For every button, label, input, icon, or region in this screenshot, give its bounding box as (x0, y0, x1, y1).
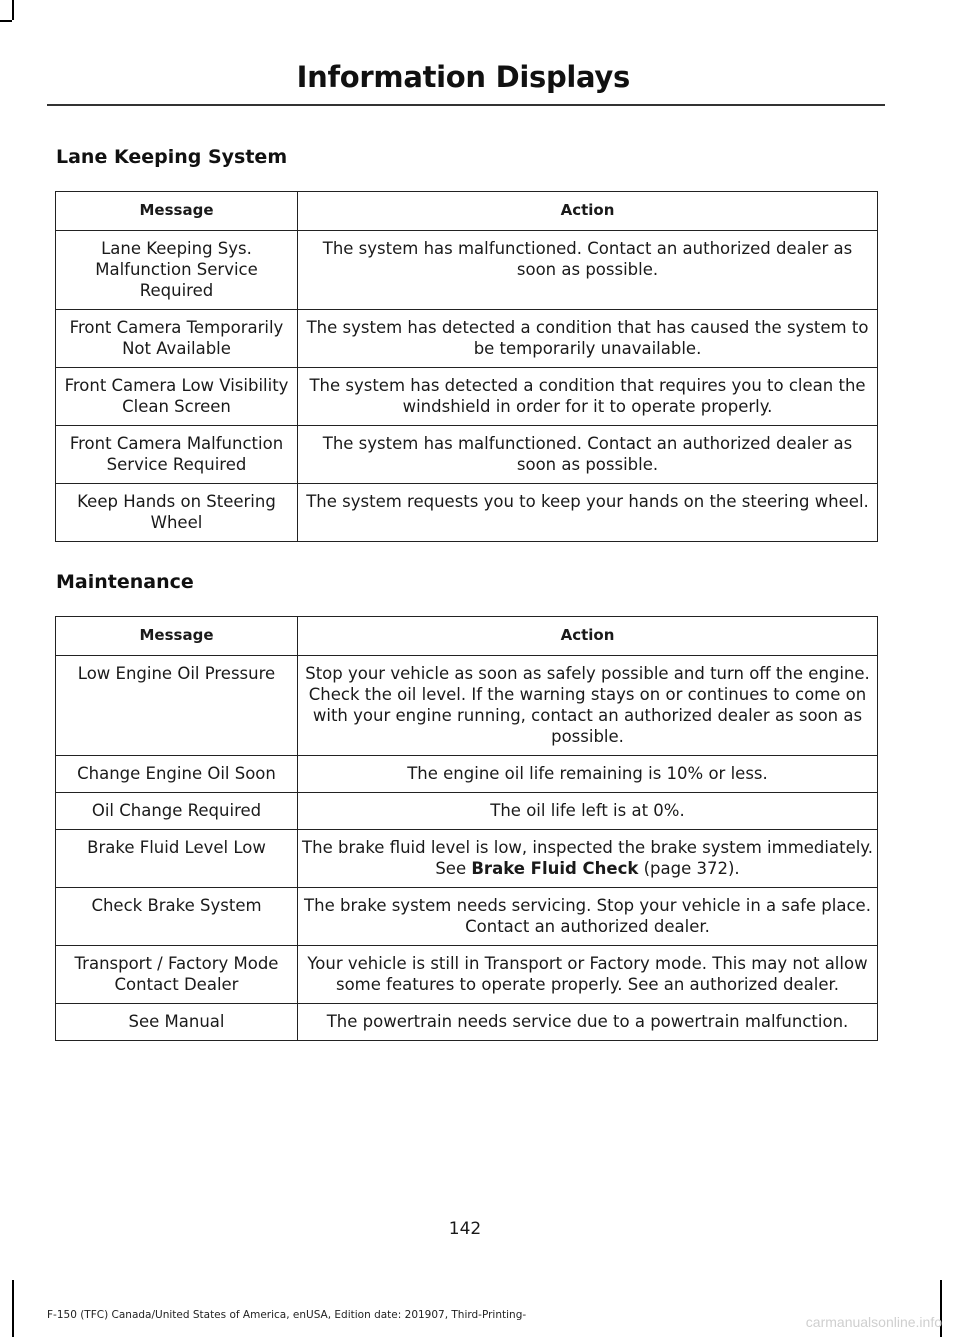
column-header-action: Action (298, 617, 878, 656)
table-row (56, 310, 878, 368)
table-header-row (56, 617, 878, 656)
page-reference: (page 372). (638, 859, 740, 878)
message-cell: See Manual (56, 1004, 298, 1041)
action-cell: Stop your vehicle as soon as safely possible and turn off the engine. Check the oil level. If the warning stays on or continues to come on with your engine running, contact an authorized dealer as soon as possible. (298, 656, 878, 756)
table-row (56, 426, 878, 484)
message-cell: Keep Hands on Steering Wheel (56, 484, 298, 542)
message-cell: Front Camera Low Visibility Clean Screen (56, 368, 298, 426)
action-cell: The system has detected a condition that has caused the system to be temporarily unavailable. (298, 310, 878, 368)
action-text: The brake fluid level is low, inspected the brake system immediately. See (302, 838, 873, 878)
column-header-message: Message (56, 192, 298, 231)
message-cell: Change Engine Oil Soon (56, 756, 298, 793)
message-cell: Brake Fluid Level Low (56, 830, 298, 888)
table-header-row (56, 192, 878, 231)
page-header-title: Information Displays (296, 60, 630, 94)
action-cell: The system requests you to keep your hands on the steering wheel. (298, 484, 878, 542)
action-cell: The system has malfunctioned. Contact an authorized dealer as soon as possible. (298, 231, 878, 310)
section-title-maintenance: Maintenance (56, 571, 194, 593)
header-divider (47, 104, 885, 106)
cross-reference-link[interactable]: Brake Fluid Check (471, 859, 639, 878)
message-cell: Front Camera Temporarily Not Available (56, 310, 298, 368)
action-cell: The engine oil life remaining is 10% or less. (298, 756, 878, 793)
message-cell: Check Brake System (56, 888, 298, 946)
action-cell: The system has malfunctioned. Contact an authorized dealer as soon as possible. (298, 426, 878, 484)
column-header-message: Message (56, 617, 298, 656)
message-cell: Lane Keeping Sys. Malfunction Service Required (56, 231, 298, 310)
table-row (56, 946, 878, 1004)
action-cell: The brake system needs servicing. Stop your vehicle in a safe place. Contact an authorized dealer. (298, 888, 878, 946)
maintenance-table (55, 616, 878, 1041)
page-number: 142 (448, 1219, 482, 1239)
section-title-lane-keeping: Lane Keeping System (56, 146, 288, 168)
message-cell: Low Engine Oil Pressure (56, 656, 298, 756)
action-cell: The system has detected a condition that requires you to clean the windshield in order for it to operate properly. (298, 368, 878, 426)
action-cell: The powertrain needs service due to a powertrain malfunction. (298, 1004, 878, 1041)
table-row (56, 656, 878, 756)
crop-mark (12, 1280, 14, 1337)
action-cell: Your vehicle is still in Transport or Factory mode. This may not allow some features to operate properly. See an authorized dealer. (298, 946, 878, 1004)
message-cell: Front Camera Malfunction Service Required (56, 426, 298, 484)
table-row (56, 368, 878, 426)
crop-mark (12, 0, 14, 20)
table-row (56, 793, 878, 830)
table-row (56, 484, 878, 542)
table-row (56, 830, 878, 888)
table-row (56, 231, 878, 310)
message-cell: Oil Change Required (56, 793, 298, 830)
column-header-action: Action (298, 192, 878, 231)
action-cell: The oil life left is at 0%. (298, 793, 878, 830)
action-cell (298, 830, 878, 888)
crop-mark (0, 20, 12, 22)
table-row (56, 888, 878, 946)
table-row (56, 1004, 878, 1041)
edition-footer: F-150 (TFC) Canada/United States of America, enUSA, Edition date: 201907, Third-Printing- (47, 1309, 527, 1321)
table-row (56, 756, 878, 793)
message-cell: Transport / Factory Mode Contact Dealer (56, 946, 298, 1004)
lane-keeping-table (55, 191, 878, 542)
watermark: carmanualsonline.info (805, 1314, 942, 1330)
